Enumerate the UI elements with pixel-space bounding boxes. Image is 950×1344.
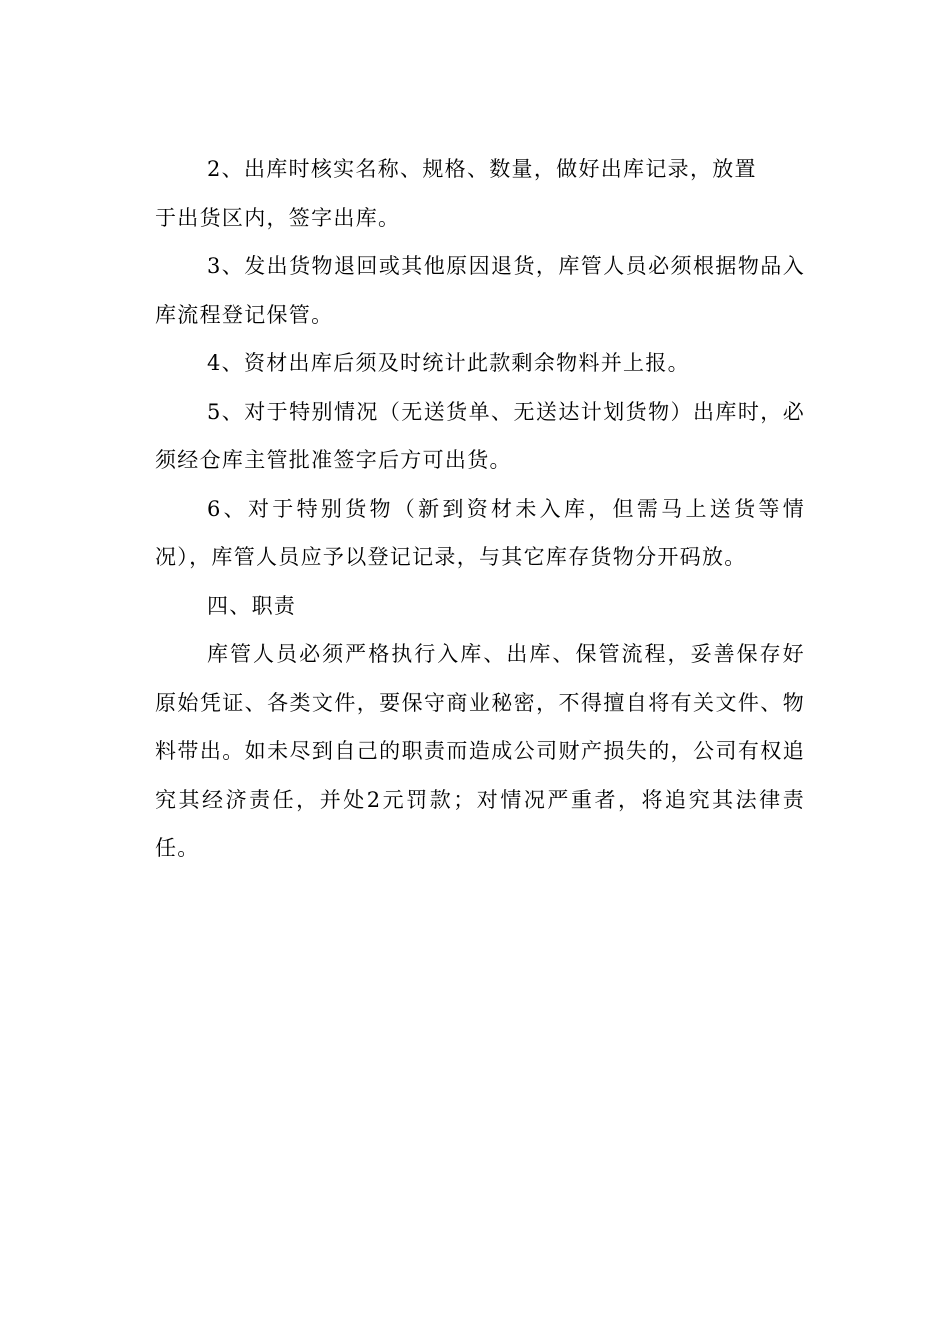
paragraph-returns: 3、发出货物退回或其他原因退货，库管人员必须根据物品入库流程登记保管。	[155, 254, 805, 327]
paragraph-line: 2、出库时核实名称、规格、数量，做好出库记录，放置	[207, 157, 757, 181]
paragraph-duties: 库管人员必须严格执行入库、出库、保管流程，妥善保存好原始凭证、各类文件，要保守商业秘密，不得擅自将有关文件、物料带出。如未尽到自己的职责而造成公司财产损失的，公司有权追究其经济责任，并处2元罚款；对情况严重者，将追究其法律责任。	[155, 642, 805, 860]
paragraph-remaining-materials: 4、资材出库后须及时统计此款剩余物料并上报。	[207, 351, 690, 375]
paragraph-outbound-check	[155, 145, 805, 242]
paragraph-line: 于出货区内，签字出库。	[155, 205, 401, 230]
document-body	[155, 145, 805, 873]
section-heading-duties: 四、职责	[207, 593, 297, 618]
paragraph-special-situations: 5、对于特别情况（无送货单、无送达计划货物）出库时，必须经仓库主管批准签字后方可出货。	[155, 399, 805, 472]
paragraph-special-goods: 6、对于特别货物（新到资材未入库，但需马上送货等情况），库管人员应予以登记记录，与其它库存货物分开码放。	[155, 496, 805, 569]
